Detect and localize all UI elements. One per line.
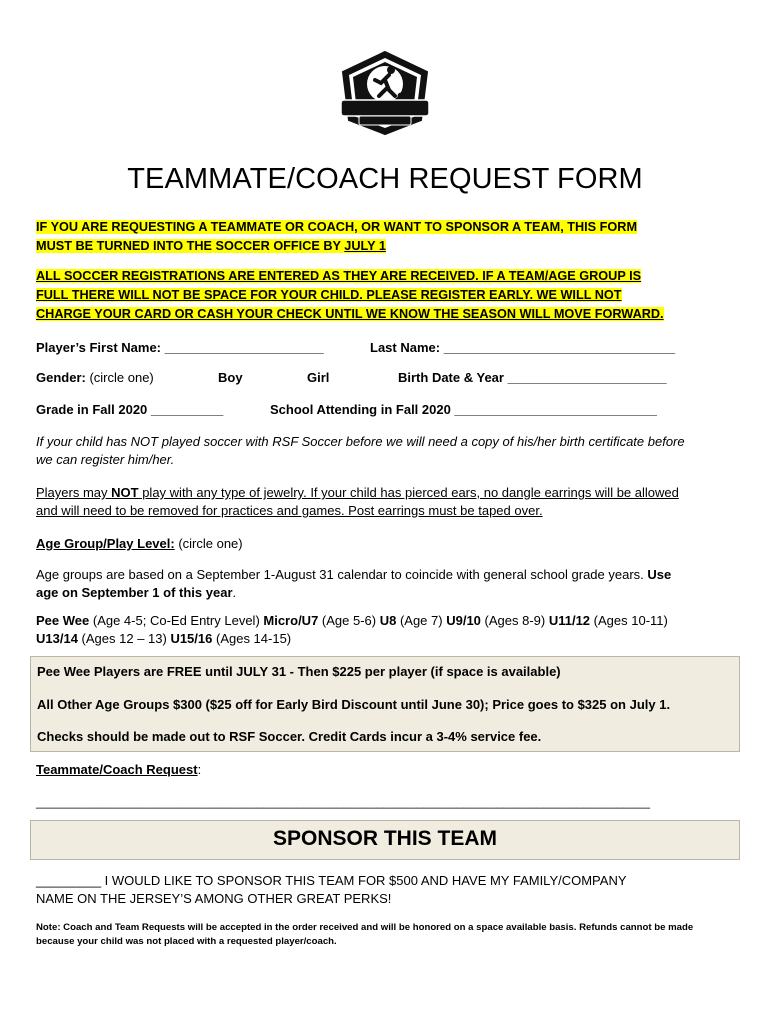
- age-levels: [36, 612, 736, 648]
- level-u16[interactable]: /16: [194, 631, 213, 646]
- gender-label: Gender: (circle one): [36, 370, 154, 385]
- registration-notice-2: FULL THERE WILL NOT BE SPACE FOR YOUR CHILD. PLEASE REGISTER EARLY. WE WILL NOT: [36, 288, 622, 302]
- fee-pee-wee: Pee Wee Players are FREE until JULY 31 - Then $225 per player (if space is available): [37, 664, 561, 679]
- sponsor-title: SPONSOR THIS TEAM: [272, 827, 498, 850]
- fee-info-box: [30, 656, 740, 752]
- age-group-desc-line-2: age on September 1 of this year.: [36, 585, 237, 600]
- age-levels-line-1: Pee Wee (Age 4-5; Co-Ed Entry Level) Micro/U7 (Age 5-6) U8 (Age 7) U9/10 (Ages 8-9) U11/12 (Ages 10-11): [36, 613, 668, 628]
- first-name-field[interactable]: Player’s First Name: ______________________: [36, 340, 324, 355]
- sponsor-offer[interactable]: [36, 872, 736, 908]
- jewelry-line-1: Players may NOT play with any type of jewelry. If your child has pierced ears, no dangle earrings will be allowed: [36, 485, 679, 500]
- jewelry-policy: [36, 484, 736, 520]
- age-group-heading: Age Group/Play Level: (circle one): [36, 536, 243, 551]
- registration-notice-3: CHARGE YOUR CARD OR CASH YOUR CHECK UNTIL WE KNOW THE SEASON WILL MOVE FORWARD.: [36, 307, 664, 321]
- note-line-1: Note: Coach and Team Requests will be accepted in the order received and will be honored on a space available basis. Refunds cannot be made: [36, 922, 694, 933]
- birth-certificate-note: [36, 433, 736, 469]
- request-label: Teammate/Coach Request:: [36, 762, 202, 777]
- notice-line-2: MUST BE TURNED INTO THE SOCCER OFFICE BY JULY 1: [36, 239, 386, 253]
- level-u8[interactable]: U8: [379, 613, 397, 628]
- fee-other-groups: All Other Age Groups $300 ($25 off for Early Bird Discount until June 30); Price goes to $325 on July 1.: [37, 697, 671, 712]
- level-u13[interactable]: U13: [36, 631, 60, 646]
- level-u11[interactable]: U11: [548, 613, 572, 628]
- sponsor-line-2: NAME ON THE JERSEY’S AMONG OTHER GREAT PERKS!: [36, 891, 392, 906]
- level-u15[interactable]: U15: [170, 631, 195, 646]
- level-u7[interactable]: /U7: [298, 613, 319, 628]
- request-input-line[interactable]: ____________________________________________________________________________________________: [36, 795, 650, 809]
- attack-rsf-soccer-logo: [335, 50, 435, 136]
- age-group-description: [36, 566, 736, 602]
- form-title: TEAMMATE/COACH REQUEST FORM: [127, 163, 643, 195]
- gender-option-girl[interactable]: Girl: [307, 370, 330, 385]
- level-pee-wee[interactable]: Pee Wee: [36, 613, 90, 628]
- gender-option-boy[interactable]: Boy: [218, 370, 243, 385]
- refund-note: [36, 921, 736, 949]
- jewelry-line-2: and will need to be removed for practices and games. Post earrings must be taped over.: [36, 503, 543, 518]
- birth-certificate-line-2: we can register him/her.: [36, 452, 175, 467]
- level-micro[interactable]: Micro: [263, 613, 299, 628]
- level-u10[interactable]: /10: [462, 613, 481, 628]
- registration-notice-1: ALL SOCCER REGISTRATIONS ARE ENTERED AS THEY ARE RECEIVED. IF A TEAM/AGE GROUP IS: [36, 269, 642, 283]
- last-name-field[interactable]: Last Name: ________________________________: [370, 340, 676, 355]
- age-group-desc-line-1: Age groups are based on a September 1-August 31 calendar to coincide with general school grade years. Use: [36, 567, 672, 582]
- notice-line-1: IF YOU ARE REQUESTING A TEAMMATE OR COACH, OR WANT TO SPONSOR A TEAM, THIS FORM: [36, 220, 638, 234]
- fee-payment-note: Checks should be made out to RSF Soccer. Credit Cards incur a 3-4% service fee.: [37, 729, 542, 744]
- note-line-2: because your child was not placed with a requested player/coach.: [36, 936, 337, 947]
- age-levels-line-2: U13/14 (Ages 12 – 13) U15/16 (Ages 14-15): [36, 631, 292, 646]
- level-u12[interactable]: /12: [571, 613, 591, 628]
- level-u14[interactable]: /14: [59, 631, 78, 646]
- school-field[interactable]: School Attending in Fall 2020 ____________________________: [270, 402, 657, 417]
- birth-certificate-line-1: If your child has NOT played soccer with RSF Soccer before we will need a copy of his/her birth certificate before: [36, 434, 685, 449]
- birth-date-field[interactable]: Birth Date & Year ______________________: [398, 370, 667, 385]
- sponsor-line-1: _________ I WOULD LIKE TO SPONSOR THIS TEAM FOR $500 AND HAVE MY FAMILY/COMPANY: [36, 873, 627, 888]
- sponsor-header-box: [30, 820, 740, 860]
- grade-field[interactable]: Grade in Fall 2020 __________: [36, 402, 224, 417]
- level-u9[interactable]: U9: [446, 613, 463, 628]
